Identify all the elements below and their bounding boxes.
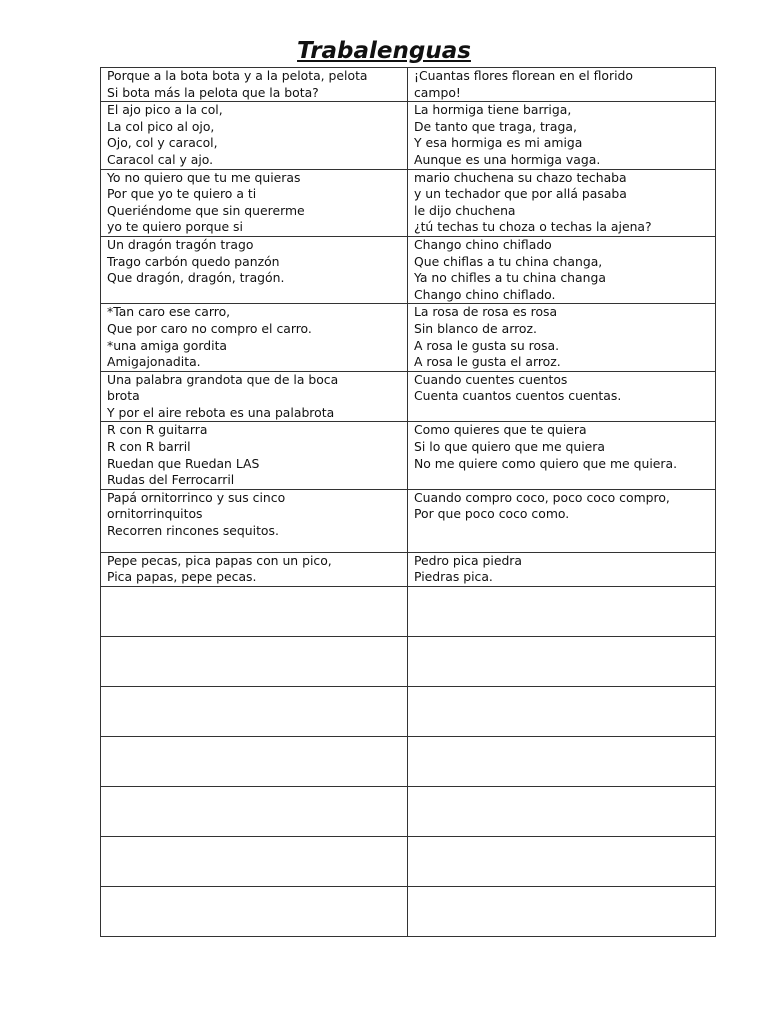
table-row [101,236,716,303]
table-row [101,489,716,552]
empty-cell [101,787,408,837]
tongue-twister-table [100,67,716,937]
text-line: Trago carbón quedo panzón [107,253,280,269]
text-line: Porque a la bota bota y a la pelota, pelota [107,68,368,83]
right-cell [408,68,716,102]
right-cell [408,236,716,303]
table-row [101,552,716,586]
text-line: R con R guitarra [107,422,208,438]
table-row [101,304,716,371]
text-line: Que dragón, dragón, tragón. [107,270,285,286]
text-line: campo! [414,84,461,100]
empty-row [101,887,716,937]
text-line: Papá ornitorrinco y sus cinco [107,489,286,505]
left-cell [101,489,408,552]
text-line: *una amiga gordita [107,337,228,353]
left-cell [101,422,408,489]
empty-row [101,587,716,637]
text-line: Ojo, col y caracol, [107,135,218,151]
left-cell [101,304,408,371]
right-cell [408,371,716,422]
text-line: *Tan caro ese carro, [107,304,231,320]
text-line: A rosa le gusta el arroz. [414,354,561,370]
text-line: Amigajonadita. [107,354,201,370]
table-row [101,169,716,236]
text-line: Pedro pica piedra [414,552,522,568]
empty-row [101,637,716,687]
right-cell [408,102,716,169]
table-row [101,102,716,169]
empty-cell [408,687,716,737]
empty-cell [408,637,716,687]
text-line: ¿tú techas tu choza o techas la ajena? [414,219,652,235]
text-line: Por que poco coco como. [414,506,570,522]
left-cell [101,371,408,422]
text-line: Piedras pica. [414,569,493,585]
right-cell [408,422,716,489]
empty-row [101,737,716,787]
text-line: mario chuchena su chazo techaba [414,169,627,185]
text-line: Recorren rincones sequitos. [107,523,279,539]
empty-row [101,787,716,837]
text-line: Una palabra grandota que de la boca [107,371,339,387]
left-cell [101,236,408,303]
text-line: Pepe pecas, pica papas con un pico, [107,552,332,568]
text-line: Un dragón tragón trago [107,236,254,252]
text-line: Pica papas, pepe pecas. [107,569,257,585]
right-cell [408,552,716,586]
empty-cell [408,837,716,887]
text-line: Rudas del Ferrocarril [107,472,235,488]
text-line: Si bota más la pelota que la bota? [107,84,319,100]
text-line: No me quiere como quiero que me quiera. [414,455,678,471]
right-cell [408,169,716,236]
text-line: Ya no chifles a tu china changa [414,270,606,286]
text-line: y un techador que por allá pasaba [414,186,627,202]
text-line: Cuenta cuantos cuentos cuentas. [414,388,622,404]
empty-cell [408,737,716,787]
empty-cell [101,587,408,637]
text-line: brota [107,388,140,404]
text-line: La hormiga tiene barriga, [414,102,572,118]
text-line: yo te quiero porque si [107,219,243,235]
text-line: R con R barril [107,439,191,455]
empty-cell [101,837,408,887]
text-line: Por que yo te quiero a ti [107,186,257,202]
text-line: De tanto que traga, traga, [414,118,577,134]
text-line: Ruedan que Ruedan LAS [107,455,260,471]
text-line: Yo no quiero que tu me quieras [107,169,301,185]
left-cell [101,68,408,102]
text-line: La col pico al ojo, [107,118,215,134]
table-row [101,68,716,102]
text-line: Chango chino chiflado. [414,286,556,302]
left-cell [101,169,408,236]
text-line: A rosa le gusta su rosa. [414,337,560,353]
text-line: Aunque es una hormiga vaga. [414,151,601,167]
text-line: Cuando cuentes cuentos [414,371,568,387]
empty-cell [408,587,716,637]
empty-cell [101,887,408,937]
text-line: Si lo que quiero que me quiera [414,439,605,455]
text-line: El ajo pico a la col, [107,102,223,118]
empty-cell [408,787,716,837]
text-line: La rosa de rosa es rosa [414,304,558,320]
text-line: Sin blanco de arroz. [414,320,537,336]
text-line: Caracol cal y ajo. [107,151,214,167]
text-line: ornitorrinquitos [107,506,203,522]
text-line: Como quieres que te quiera [414,422,587,438]
empty-row [101,687,716,737]
empty-cell [101,637,408,687]
text-line: Chango chino chiflado [414,236,552,252]
empty-cell [101,687,408,737]
empty-cell [101,737,408,787]
text-line: Que por caro no compro el carro. [107,320,312,336]
text-line: Y por el aire rebota es una palabrota [107,404,335,420]
left-cell [101,552,408,586]
left-cell [101,102,408,169]
text-line: ¡Cuantas flores florean en el florido [414,68,633,83]
right-cell [408,489,716,552]
text-line: Cuando compro coco, poco coco compro, [414,489,670,505]
page-title: Trabalenguas [297,38,471,64]
text-line: Queriéndome que sin quererme [107,202,305,218]
text-line: Y esa hormiga es mi amiga [414,135,583,151]
right-cell [408,304,716,371]
empty-row [101,837,716,887]
text-line: Que chiflas a tu china changa, [414,253,603,269]
table-row [101,371,716,422]
empty-cell [408,887,716,937]
table-row [101,422,716,489]
text-line: le dijo chuchena [414,202,516,218]
